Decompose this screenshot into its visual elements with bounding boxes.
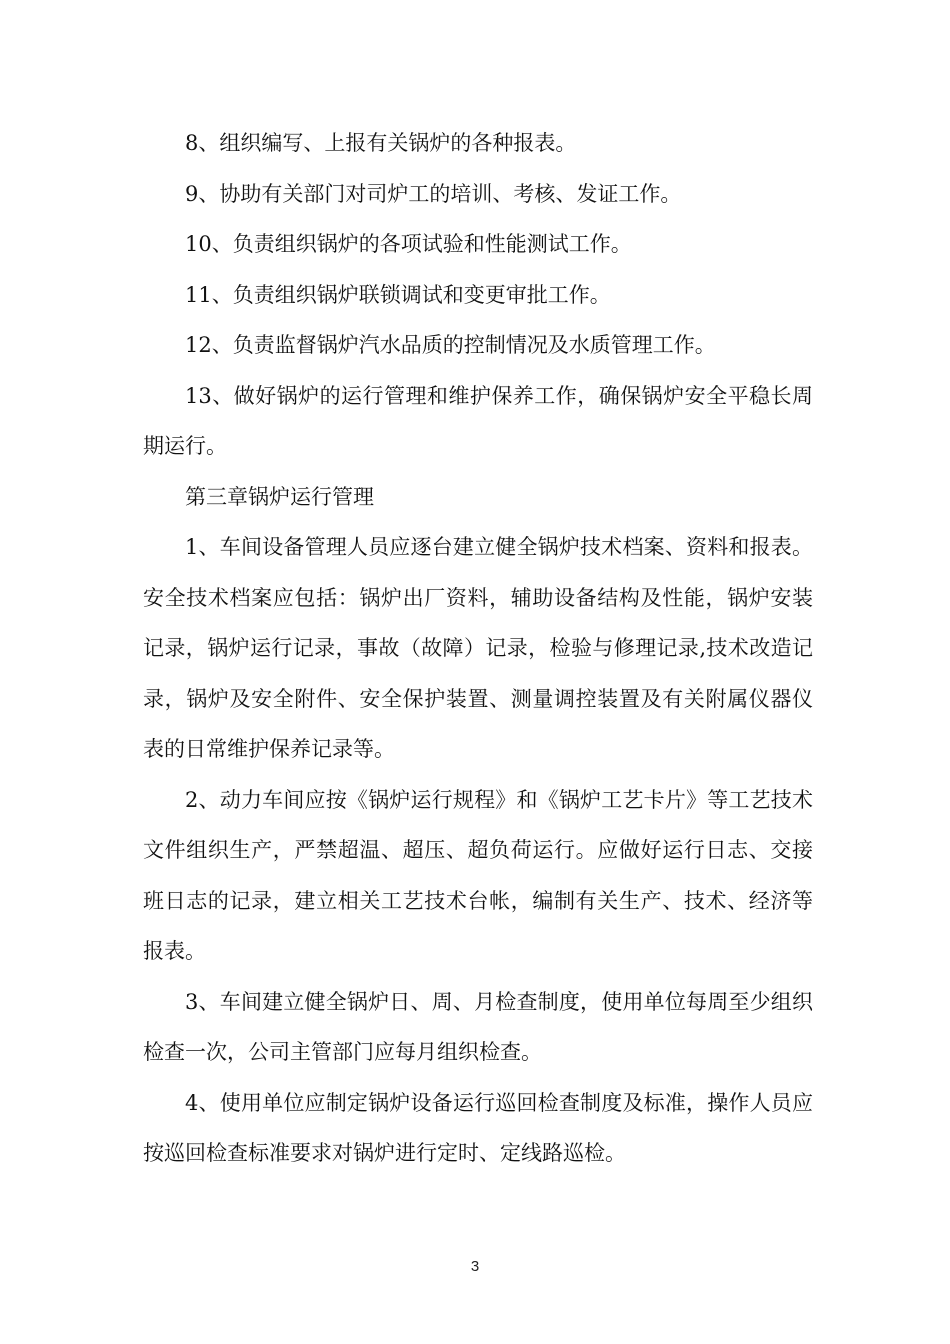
paragraph-item-3: 3、车间建立健全锅炉日、周、月检查制度，使用单位每周至少组织检查一次，公司主管部门应每月组织检查。 xyxy=(143,989,813,1064)
page-number: 3 xyxy=(470,1258,480,1275)
paragraph-item-12: 12、负责监督锅炉汽水品质的控制情况及水质管理工作。 xyxy=(185,333,716,357)
paragraph-item-2: 2、动力车间应按《锅炉运行规程》和《锅炉工艺卡片》等工艺技术文件组织生产，严禁超温、超压、超负荷运行。应做好运行日志、交接班日志的记录，建立相关工艺技术台帐，编制有关生产、技术、经济等报表。 xyxy=(143,787,813,963)
paragraph-item-9: 9、协助有关部门对司炉工的培训、考核、发证工作。 xyxy=(185,181,682,206)
paragraph-item-10: 10、负责组织锅炉的各项试验和性能测试工作。 xyxy=(185,232,632,256)
paragraph-item-8: 8、组织编写、上报有关锅炉的各种报表。 xyxy=(185,131,577,155)
document-body xyxy=(143,118,813,1179)
paragraph-item-4: 4、使用单位应制定锅炉设备运行巡回检查制度及标准，操作人员应按巡回检查标准要求对锅炉进行定时、定线路巡检。 xyxy=(143,1090,813,1165)
paragraph-item-13: 13、做好锅炉的运行管理和维护保养工作，确保锅炉安全平稳长周期运行。 xyxy=(143,383,813,458)
chapter-heading: 第三章锅炉运行管理 xyxy=(185,484,374,509)
paragraph-item-11: 11、负责组织锅炉联锁调试和变更审批工作。 xyxy=(185,282,611,307)
paragraph-item-1: 1、车间设备管理人员应逐台建立健全锅炉技术档案、资料和报表。安全技术档案应包括：锅炉出厂资料，辅助设备结构及性能，锅炉安装记录，锅炉运行记录，事故（故障）记录，检验与修理记录,技术改造记录，锅炉及安全附件、安全保护装置、测量调控装置及有关附属仪器仪表的日常维护保养记录等。 xyxy=(143,535,813,761)
